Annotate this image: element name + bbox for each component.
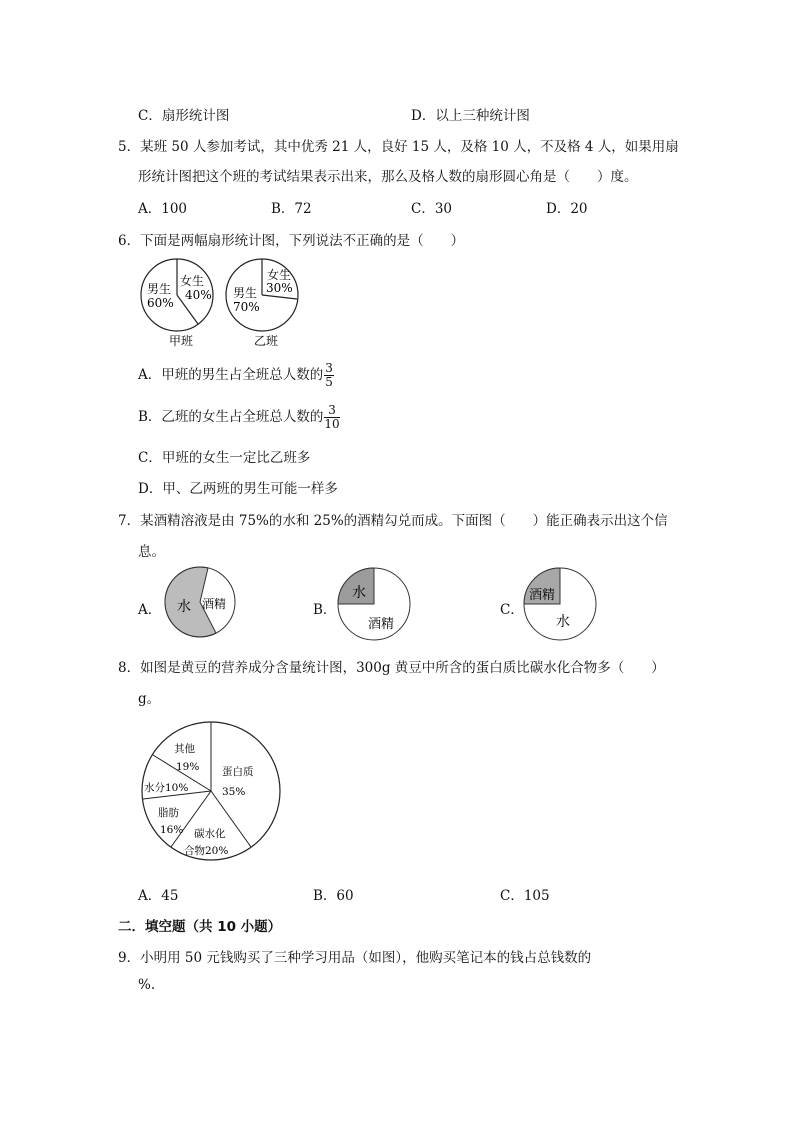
q8-protein-pct: 35% <box>222 786 246 798</box>
q5-option-c: C．30 <box>411 201 453 217</box>
q8-water-label: 水分10% <box>144 782 189 794</box>
q6-option-b-text: B．乙班的女生占全班总人数的 <box>138 409 324 425</box>
pie-a-girl-label: 女生 <box>180 274 205 288</box>
q6-option-b <box>138 404 340 431</box>
fraction-numerator: 3 <box>325 361 333 375</box>
pie-class-b <box>226 259 298 348</box>
fraction-denominator: 10 <box>324 417 340 431</box>
q6-option-a <box>138 362 334 389</box>
fraction-numerator: 3 <box>324 404 339 418</box>
q9-stem-line1: 9．小明用 50 元钱购买了三种学习用品（如图），他购买笔记本的钱占总钱数的 <box>118 950 592 966</box>
pie-b-title: 乙班 <box>254 334 279 348</box>
q6-option-a-text: A．甲班的男生占全班总人数的 <box>138 367 324 383</box>
q8-protein-label: 蛋白质 <box>222 766 254 778</box>
fraction-denominator: 5 <box>325 375 333 389</box>
q8-option-c: C．105 <box>500 888 550 904</box>
q8-pie-chart <box>140 718 290 868</box>
q6-option-a-fraction <box>324 362 334 389</box>
q8-stem-line2: g。 <box>138 691 161 707</box>
q7-option-a-label: A． <box>138 602 162 618</box>
q5-stem-line1: 5．某班 50 人参加考试，其中优秀 21 人，良好 15 人，及格 10 人，不及格 4 人，如果用扇 <box>118 139 679 155</box>
q8-other-pct: 19% <box>176 761 200 773</box>
q6-option-b-fraction <box>324 404 339 431</box>
q5-option-d: D．20 <box>546 201 588 217</box>
q9-stem-line2: %. <box>138 977 156 993</box>
q7-pie-a-alcohol-label: 酒精 <box>202 597 227 611</box>
q8-option-b: B．60 <box>313 888 354 904</box>
q7-option-c-label: C． <box>500 602 524 618</box>
q7-pie-c <box>522 566 598 642</box>
pie-b-boy-pct: 70% <box>233 300 260 314</box>
q7-option-b-label: B． <box>313 602 337 618</box>
pie-b-boy-label: 男生 <box>233 286 258 300</box>
q7-pie-a-water-label: 水 <box>177 599 191 615</box>
pie-class-a <box>141 259 213 348</box>
pie-a-boy-label: 男生 <box>147 282 172 296</box>
section-heading-fill-in: 二．填空题（共 10 小题） <box>118 919 282 935</box>
q5-option-a: A．100 <box>138 201 188 217</box>
q7-pie-b <box>336 566 412 642</box>
q6-pie-charts <box>140 255 310 350</box>
q7-pie-a <box>160 566 240 638</box>
q4-option-d: D．以上三种统计图 <box>411 108 530 124</box>
q7-pie-b-alcohol-label: 酒精 <box>368 617 395 632</box>
q5-stem-line2: 形统计图把这个班的考试结果表示出来，那么及格人数的扇形圆心角是（ ）度。 <box>138 169 638 185</box>
q6-stem: 6．下面是两幅扇形统计图，下列说法不正确的是（ ） <box>118 233 465 249</box>
q6-option-c: C．甲班的女生一定比乙班多 <box>138 450 311 466</box>
q7-pie-c-alcohol-label: 酒精 <box>529 588 556 603</box>
pie-a-boy-pct: 60% <box>147 296 174 310</box>
q4-option-c: C．扇形统计图 <box>138 108 230 124</box>
q6-option-d: D．甲、乙两班的男生可能一样多 <box>138 481 338 497</box>
pie-a-girl-pct: 40% <box>185 288 212 302</box>
q8-option-a: A．45 <box>138 888 179 904</box>
q7-pie-b-water-label: 水 <box>352 585 366 601</box>
q7-stem-line1: 7．某酒精溶液是由 75%的水和 25%的酒精勾兑而成。下面图（ ）能正确表示出这个信 <box>118 513 668 529</box>
pie-a-title: 甲班 <box>169 334 194 348</box>
q8-fat-pct: 16% <box>160 824 184 836</box>
q8-carb-label-2: 合物20% <box>184 845 229 857</box>
q5-option-b: B．72 <box>271 201 312 217</box>
q8-fat-label: 脂肪 <box>158 807 179 819</box>
q8-stem-line1: 8．如图是黄豆的营养成分含量统计图，300g 黄豆中所含的蛋白质比碳水化合物多（ ） <box>118 660 665 676</box>
q8-carb-label-1: 碳水化 <box>194 828 226 840</box>
pie-b-girl-label: 女生 <box>267 268 292 282</box>
pie-b-girl-pct: 30% <box>266 281 293 295</box>
q7-pie-c-water-label: 水 <box>556 614 570 630</box>
q8-other-label: 其他 <box>174 743 195 755</box>
q7-stem-line2: 息。 <box>138 544 165 560</box>
